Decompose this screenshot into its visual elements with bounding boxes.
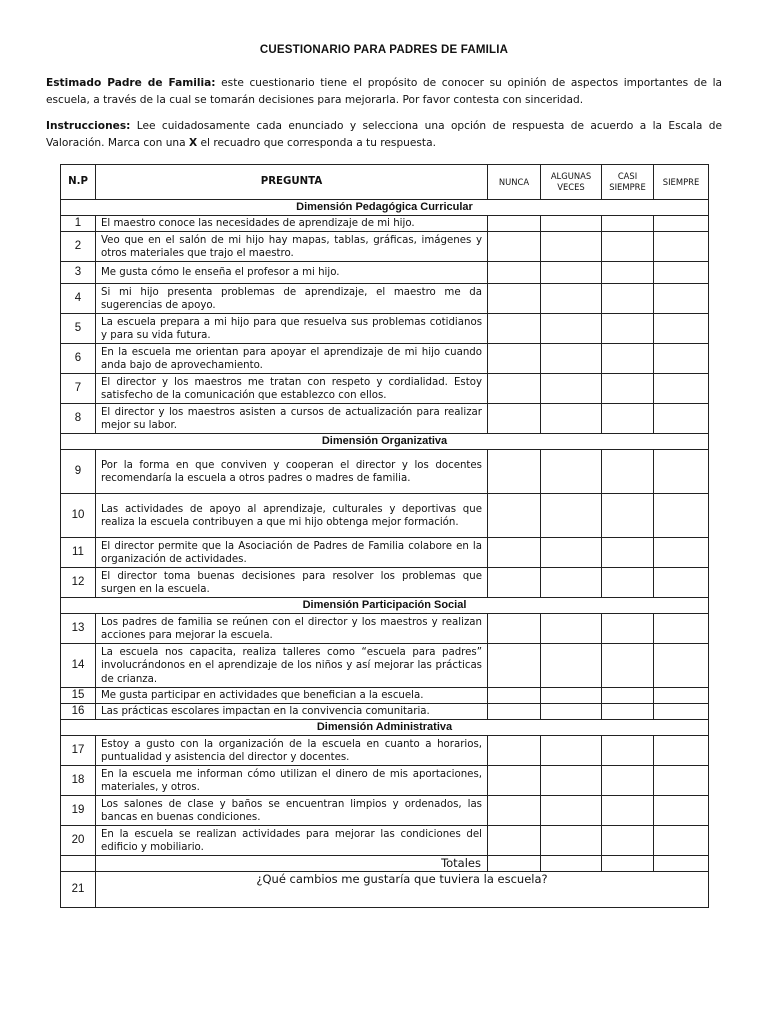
question-number: 7: [61, 374, 96, 404]
question-text: Por la forma en que conviven y cooperan el director y los docentes recomendaría la escuela a otros padres o madres de familia.: [96, 450, 488, 494]
answer-cell-siempre[interactable]: [654, 232, 709, 262]
intro-text: este cuestionario tiene el propósito de conocer su opinión de aspectos importantes de la escuela, a través de la cual se tomarán decisiones para mejorarla. Por favor contesta con sinceridad.: [46, 77, 723, 106]
answer-cell-nunca[interactable]: [488, 826, 541, 856]
question-text: El director y los maestros me tratan con respeto y cordialidad. Estoy satisfecho de la comunicación que establezco con ellos.: [96, 374, 488, 404]
answer-cell-nunca[interactable]: [488, 374, 541, 404]
answer-cell-casi-siempre[interactable]: [602, 404, 654, 434]
answer-cell-casi-siempre[interactable]: [602, 704, 654, 720]
answer-cell-nunca[interactable]: [488, 568, 541, 598]
question-row: [61, 314, 709, 344]
answer-cell-algunas-veces[interactable]: [541, 284, 602, 314]
answer-cell-siempre[interactable]: [654, 404, 709, 434]
question-text: Los padres de familia se reúnen con el director y los maestros y realizan acciones para mejorar la escuela.: [96, 614, 488, 644]
dimension-row: [61, 720, 709, 736]
answer-cell-nunca[interactable]: [488, 404, 541, 434]
answer-cell-algunas-veces[interactable]: [541, 374, 602, 404]
intro-label: Estimado Padre de Familia:: [46, 77, 216, 89]
instructions-label: Instrucciones:: [46, 120, 131, 132]
answer-cell-algunas-veces[interactable]: [541, 262, 602, 284]
answer-cell-casi-siempre[interactable]: [602, 688, 654, 704]
question-row: [61, 644, 709, 688]
question-number: 16: [61, 704, 96, 720]
answer-cell-nunca[interactable]: [488, 450, 541, 494]
answer-cell-nunca[interactable]: [488, 232, 541, 262]
answer-cell-nunca[interactable]: [488, 494, 541, 538]
question-row: [61, 736, 709, 766]
question-row: [61, 704, 709, 720]
question-number: 3: [61, 262, 96, 284]
intro-paragraph: [46, 75, 722, 109]
answer-cell-algunas-veces[interactable]: [541, 314, 602, 344]
answer-cell-algunas-veces[interactable]: [541, 614, 602, 644]
answer-cell-nunca[interactable]: [488, 688, 541, 704]
instructions-paragraph: [46, 118, 722, 152]
answer-cell-siempre[interactable]: [654, 644, 709, 688]
answer-cell-casi-siempre[interactable]: [602, 568, 654, 598]
answer-cell-algunas-veces[interactable]: [541, 704, 602, 720]
answer-cell-algunas-veces[interactable]: [541, 450, 602, 494]
answer-cell-casi-siempre[interactable]: [602, 450, 654, 494]
question-number: 12: [61, 568, 96, 598]
questionnaire-body: [61, 200, 709, 908]
question-row: [61, 494, 709, 538]
question-row: [61, 216, 709, 232]
header-np: N.P: [61, 165, 96, 200]
question-number: 13: [61, 614, 96, 644]
answer-cell-casi-siempre[interactable]: [602, 644, 654, 688]
answer-cell-algunas-veces[interactable]: [541, 736, 602, 766]
question-row: [61, 766, 709, 796]
answer-cell-casi-siempre[interactable]: [602, 494, 654, 538]
question-number: 18: [61, 766, 96, 796]
answer-cell-siempre[interactable]: [654, 704, 709, 720]
question-text: Las prácticas escolares impactan en la convivencia comunitaria.: [96, 704, 488, 720]
question-row: [61, 374, 709, 404]
total-cell-siempre[interactable]: [654, 856, 709, 872]
question-text: El director permite que la Asociación de Padres de Familia colabore en la organización de actividades.: [96, 538, 488, 568]
question-text: En la escuela se realizan actividades para mejorar las condiciones del edificio y mobiliario.: [96, 826, 488, 856]
answer-cell-nunca[interactable]: [488, 262, 541, 284]
total-cell-casi-siempre[interactable]: [602, 856, 654, 872]
question-row: [61, 688, 709, 704]
answer-cell-casi-siempre[interactable]: [602, 284, 654, 314]
answer-cell-siempre[interactable]: [654, 688, 709, 704]
answer-cell-nunca[interactable]: [488, 538, 541, 568]
question-text: La escuela prepara a mi hijo para que resuelva sus problemas cotidianos y para su vida futura.: [96, 314, 488, 344]
answer-cell-nunca[interactable]: [488, 736, 541, 766]
question-number: 11: [61, 538, 96, 568]
question-number: 19: [61, 796, 96, 826]
question-number: 4: [61, 284, 96, 314]
question-text: El director toma buenas decisiones para resolver los problemas que surgen en la escuela.: [96, 568, 488, 598]
header-algunas-veces: ALGUNAS VECES: [541, 165, 602, 200]
answer-cell-algunas-veces[interactable]: [541, 688, 602, 704]
answer-cell-algunas-veces[interactable]: [541, 766, 602, 796]
dimension-title: Dimensión Pedagógica Curricular: [61, 200, 709, 216]
answer-cell-siempre[interactable]: [654, 538, 709, 568]
question-number: 15: [61, 688, 96, 704]
answer-cell-nunca[interactable]: [488, 314, 541, 344]
answer-cell-algunas-veces[interactable]: [541, 538, 602, 568]
totals-row: [61, 856, 709, 872]
dimension-row: [61, 200, 709, 216]
question-text: Estoy a gusto con la organización de la escuela en cuanto a horarios, puntualidad y asistencia del director y docentes.: [96, 736, 488, 766]
dimension-title: Dimensión Administrativa: [61, 720, 709, 736]
answer-cell-algunas-veces[interactable]: [541, 494, 602, 538]
question-row: [61, 284, 709, 314]
answer-cell-algunas-veces[interactable]: [541, 216, 602, 232]
instructions-mark: X: [189, 137, 198, 149]
question-text: Me gusta cómo le enseña el profesor a mi hijo.: [96, 262, 488, 284]
header-row: [61, 165, 709, 200]
answer-cell-siempre[interactable]: [654, 262, 709, 284]
question-number: 21: [61, 872, 96, 908]
answer-cell-siempre[interactable]: [654, 216, 709, 232]
total-cell-algunas-veces[interactable]: [541, 856, 602, 872]
dimension-title: Dimensión Organizativa: [61, 434, 709, 450]
answer-cell-siempre[interactable]: [654, 344, 709, 374]
answer-cell-nunca[interactable]: [488, 284, 541, 314]
answer-cell-siempre[interactable]: [654, 736, 709, 766]
header-siempre: SIEMPRE: [654, 165, 709, 200]
instructions-text-before: Lee cuidadosamente cada enunciado y selecciona una opción de respuesta de acuerdo a la Escala de Valoración. Marca con una: [46, 120, 722, 149]
answer-cell-casi-siempre[interactable]: [602, 314, 654, 344]
answer-cell-casi-siempre[interactable]: [602, 374, 654, 404]
question-number: 17: [61, 736, 96, 766]
answer-cell-algunas-veces[interactable]: [541, 232, 602, 262]
totals-label: Totales: [96, 856, 488, 872]
totals-empty-cell: [61, 856, 96, 872]
answer-cell-casi-siempre[interactable]: [602, 614, 654, 644]
answer-cell-casi-siempre[interactable]: [602, 796, 654, 826]
question-number: 8: [61, 404, 96, 434]
question-number: 2: [61, 232, 96, 262]
dimension-title: Dimensión Participación Social: [61, 598, 709, 614]
answer-cell-algunas-veces[interactable]: [541, 404, 602, 434]
question-text: Me gusta participar en actividades que benefician a la escuela.: [96, 688, 488, 704]
answer-cell-algunas-veces[interactable]: [541, 568, 602, 598]
question-text: Los salones de clase y baños se encuentran limpios y ordenados, las bancas en buenas condiciones.: [96, 796, 488, 826]
answer-cell-nunca[interactable]: [488, 704, 541, 720]
answer-cell-casi-siempre[interactable]: [602, 538, 654, 568]
answer-cell-nunca[interactable]: [488, 766, 541, 796]
question-text: El director y los maestros asisten a cursos de actualización para realizar mejor su labor.: [96, 404, 488, 434]
answer-cell-casi-siempre[interactable]: [602, 826, 654, 856]
answer-cell-algunas-veces[interactable]: [541, 344, 602, 374]
open-question-text[interactable]: ¿Qué cambios me gustaría que tuviera la escuela?: [96, 872, 709, 908]
answer-cell-nunca[interactable]: [488, 216, 541, 232]
header-nunca: NUNCA: [488, 165, 541, 200]
questionnaire-table: [60, 164, 709, 908]
answer-cell-casi-siempre[interactable]: [602, 216, 654, 232]
question-row: [61, 404, 709, 434]
question-text: La escuela nos capacita, realiza talleres como “escuela para padres” involucrándonos en el aprendizaje de los niños y así mejorar las prácticas de crianza.: [96, 644, 488, 688]
question-row: [61, 568, 709, 598]
question-row: [61, 538, 709, 568]
question-number: 20: [61, 826, 96, 856]
answer-cell-casi-siempre[interactable]: [602, 766, 654, 796]
question-text: Si mi hijo presenta problemas de aprendizaje, el maestro me da sugerencias de apoyo.: [96, 284, 488, 314]
question-row: [61, 796, 709, 826]
question-number: 6: [61, 344, 96, 374]
question-number: 9: [61, 450, 96, 494]
question-number: 14: [61, 644, 96, 688]
answer-cell-siempre[interactable]: [654, 568, 709, 598]
question-row: [61, 232, 709, 262]
answer-cell-siempre[interactable]: [654, 826, 709, 856]
question-number: 1: [61, 216, 96, 232]
question-row: [61, 826, 709, 856]
answer-cell-casi-siempre[interactable]: [602, 344, 654, 374]
total-cell-nunca[interactable]: [488, 856, 541, 872]
answer-cell-casi-siempre[interactable]: [602, 736, 654, 766]
answer-cell-siempre[interactable]: [654, 614, 709, 644]
answer-cell-nunca[interactable]: [488, 344, 541, 374]
answer-cell-siempre[interactable]: [654, 494, 709, 538]
question-text: En la escuela me orientan para apoyar el aprendizaje de mi hijo cuando anda bajo de aprovechamiento.: [96, 344, 488, 374]
answer-cell-siempre[interactable]: [654, 284, 709, 314]
header-casi-siempre: CASI SIEMPRE: [602, 165, 654, 200]
page-title: CUESTIONARIO PARA PADRES DE FAMILIA: [259, 44, 509, 56]
instructions-text-after: el recuadro que corresponda a tu respuesta.: [197, 137, 436, 149]
answer-cell-nunca[interactable]: [488, 614, 541, 644]
answer-cell-nunca[interactable]: [488, 796, 541, 826]
dimension-row: [61, 598, 709, 614]
open-question-row: [61, 872, 709, 908]
question-number: 5: [61, 314, 96, 344]
answer-cell-algunas-veces[interactable]: [541, 644, 602, 688]
question-text: Las actividades de apoyo al aprendizaje, culturales y deportivas que realiza la escuela contribuyen a que mi hijo obtenga mejor formación.: [96, 494, 488, 538]
header-pregunta: PREGUNTA: [96, 165, 488, 200]
question-row: [61, 614, 709, 644]
question-row: [61, 262, 709, 284]
question-row: [61, 344, 709, 374]
answer-cell-algunas-veces[interactable]: [541, 826, 602, 856]
answer-cell-siempre[interactable]: [654, 314, 709, 344]
answer-cell-casi-siempre[interactable]: [602, 232, 654, 262]
question-text: Veo que en el salón de mi hijo hay mapas, tablas, gráficas, imágenes y otros materiales que trajo el maestro.: [96, 232, 488, 262]
question-text: El maestro conoce las necesidades de aprendizaje de mi hijo.: [96, 216, 488, 232]
question-number: 10: [61, 494, 96, 538]
answer-cell-siempre[interactable]: [654, 450, 709, 494]
answer-cell-algunas-veces[interactable]: [541, 796, 602, 826]
question-row: [61, 450, 709, 494]
dimension-row: [61, 434, 709, 450]
answer-cell-siempre[interactable]: [654, 796, 709, 826]
answer-cell-siempre[interactable]: [654, 766, 709, 796]
answer-cell-nunca[interactable]: [488, 644, 541, 688]
answer-cell-casi-siempre[interactable]: [602, 262, 654, 284]
answer-cell-siempre[interactable]: [654, 374, 709, 404]
question-text: En la escuela me informan cómo utilizan el dinero de mis aportaciones, materiales, y otros.: [96, 766, 488, 796]
